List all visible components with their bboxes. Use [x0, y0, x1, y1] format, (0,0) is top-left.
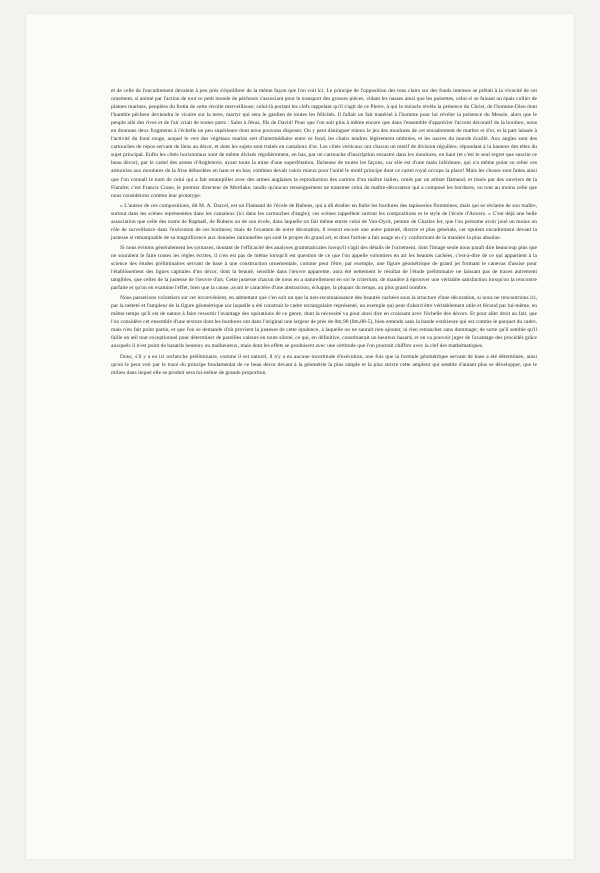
body-text [111, 87, 537, 377]
paragraph-1: et de celle de l'encadrement devaient à peu près s'équilibrer de la même façon que l'on voit ici. Le principe de l'opposition des tons clairs sur des fonds intenses se prêtait à la vivacité de cet ornement, si animé par l'action de tout ce petit monde de pêcheurs s'associant pour le transport des grosses pièces, vidant les nasses ainsi que les puisettes, celui-ci se faisant un épais collier de plantes marines, peuplées du fretin de cette récolte merveilleuse; celui-là portant les clefs rappelant qu'il s'agit de ce Pierre, à qui le miracle révèle la présence du Christ, de l'homme-Dieu dont l'humble pêcheur deviendra le vicaire sur la terre, martyr qui sera le gardien de toutes les félicités. Il fallait un fait matériel à l'homme pour lui révéler la présence du Messie, alors que le peuple ailé des rives et de l'air criait de toutes parts : Salut à Jésus, fils de David! Pour que l'on soit plus à même encore que dans l'ensemble d'apprécier l'accent décoratif de la bordure, nous en donnons deux fragments à l'échelle un peu supérieure dont nous pouvons disposer. On y peut distinguer mieux le jeu des moulures de cet encadrement de marbre et d'or, et la part laissée à l'activité du fond rouge, auquel le vert des végétaux marins sert d'intermédiaire entre ce fond, les chairs tendres légèrement ombrées, et les nacres du monde écaillé. Aux angles sont des cartouches de repos servant de liens au décor, et dont les sujets sont traités en camaïeux d'or. Les côtés verticaux ont chacun un motif de division régulière, répondant à la hauteur des têtes du sujet principal. Enfin les côtés horizontaux sont de même divisés régulièrement, en bas, par un cartouche d'inscription encastré dans les moulures, en haut (et c'est le seul regret que suscite ce beau décor), par le cartel des armes d'Angleterre, ayant toute la mine d'une superfétation, fâcheuse de toutes les façons, car elle est d'une main inférieure, qui n'a même point su relier ces armoiries aux moulures de la frise débordées en haut et en bas; combien devait valoir mieux pour l'unité le motif principe dont ce cartel royal occupe la place! Mais les choses sont faites ainsi que l'on connaît le nom de celui qui a fait estampiller avec des armes anglaises la reproduction des cartons d'un maître italien, ornés par un artiste flamand, et tissés par des ouvriers de la Flandre; c'est Francis Crane, le premier directeur de Mortlake, tandis qu'aucun renseignement ne transmet celui du maître-décorateur qui a composé les bordures, ou tout au moins celle que nous considérons comme leur prototype. [111, 88, 537, 199]
paragraph-3: Si nous évitons généralement les syntaxes, doutant de l'efficacité des analyses grammaticales lorsqu'il s'agit des détails de l'ornement, dont l'image seule nous paraît dire beaucoup plus que ne souraient le faire toutes les règles écrites, il n'en est pas de même lorsqu'il est question de ce que l'on appelle volontiers en art les beautés cachées, c'est-à-dire de ce qui appartient à la science des études préliminaires servant de base à une construction ornementale, comme peut l'être, par exemple, une figure géométrique de grand jet formant le canevas d'assise pour l'établissement des lignes capitales d'un décor, dont la beauté, sensible dans l'œuvre apparente, aura été nettement le résultat de l'étude préliminaire ne laissant pas de traces autrement tangibles, que celles de la justesse de l'œuvre d'art. Cette justesse chacun de nous en a naturellement en soi le criterium, de manière à éprouver une véritable satisfaction lorsqu'on la rencontre parfaite et qu'on en examine l'effet, bien que la cause, ayant le caractère d'une abstraction, échappe, la plupart du temps, au plus grand nombre. [111, 244, 537, 292]
paragraph-2: « L'auteur de ces compositions, dit M. A. Darcel, est un Flamand de l'école de Rubens, qui a dû étudier en Italie les bordures des tapisseries florentines, mais qui se réclame de son maître, surtout dans les scènes représentées dans les camaïeux (ici dans les cartouches d'angle); ces scènes rappellent surtout les compositions et le style de l'école d'Anvers. » C'est déjà une belle association que celle des noms de Raphaël, de Rubens ou de son école, dans laquelle on fait même entrer celui de Van-Dyck, peintre de Charles Ier, que l'on présume avoir joué un moins un rôle de surveillance dans l'exécution de ces bordures; mais de l'examen de notre décoration, il ressort encore une autre parenté, directe et plus générale, cet opulent encadrement devant la justesse si remarquable de sa magnificence aux données rationnelles qui sont le propre du grand art, et dont l'artiste a fait usage en s'y conformant de la manière la plus absolue. [111, 202, 537, 241]
paragraph-5: Donc, s'il y a eu ici recherche préliminaire, comme il est naturel, il n'y a eu aucune incertitude d'exécution, une fois que la formule géométrique servant de base a été déterminée, ainsi qu'on le peut voir par le tracé du principe fondamental de ce beau décor devant à la géométrie la plus simple et la plus stricte cette ampleur qui semble d'autant plus se développer, que le milieu dans lequel elle se produit sera lui-même de grande proportion. [111, 353, 537, 376]
paragraph-4: Nous passerions volontiers sur cet inconvénient, en admettant que c'en soit un que la non-reconnaissance des beautés cachées sous la structure d'une décoration, si nous ne rencontrions ici, par la netteté et l'ampleur de la figure géométrique sur laquelle a été construit le cadre rectangulaire représenté, un exemple qui peut d'abord être véritablement utile et fécond par lui-même, en même temps qu'il est de nature à faire ressortir l'avantage des opérations de ce genre, dont la nécessité va pour ainsi dire en croissant avec l'échelle des décors. Et pour aller droit au fait, que l'on considère cet ensemble d'une texture dont les bordures ont dans l'original une largeur de près de 0m,90 (0m,88-5), bien entendu sans la bande extérieure qui est comme le parquet du cadre, mais n'en fait point partie, et que l'on se demande d'où provient la justesse de cette opulence, à laquelle on ne saurait rien ajouter, ni rien retrancher sans dommage; de sorte qu'il semble qu'il faille un œil tout exceptionnel pour déterminer de pareilles valeurs en toute sûreté, ce qui, en définitive, constituerait un heureux hasard, et on va pouvoir juger de l'avantage des procédés grâce auxquels il n'est point de hasards heureux ou malheureux, mais dont les effets se produisent avec une certitude que l'on pourrait chiffrer avec la clef des mathématiques. [111, 295, 537, 350]
page-sheet [26, 14, 574, 859]
